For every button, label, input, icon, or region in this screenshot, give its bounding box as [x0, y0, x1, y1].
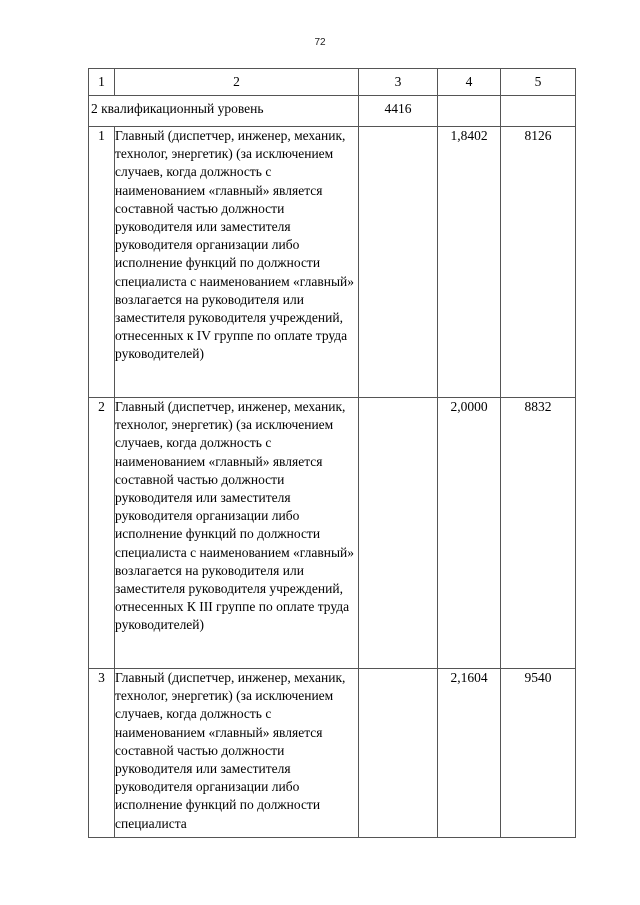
table-header-row [89, 69, 576, 96]
qualification-level-code: 4416 [359, 96, 438, 127]
header-cell-4: 4 [438, 69, 501, 96]
header-cell-2: 2 [115, 69, 359, 96]
table-row [89, 669, 576, 838]
row-col3 [359, 398, 438, 669]
position-description: Главный (диспетчер, инженер, механик, технолог, энергетик) (за исключением случаев, когда должность с наименованием «главный» является составной частью должности руководителя или заместителя руководителя организации либо исполнение функций по должности специалиста с наименованием «главный» возлагается на руководителя или заместителя руководителя учреждений, отнесенных К III группе по оплате труда руководителей) [115, 398, 359, 669]
coefficient-value: 1,8402 [438, 127, 501, 398]
qualification-level-empty-4 [438, 96, 501, 127]
row-number: 2 [89, 398, 115, 669]
qualification-level-label: 2 квалификационный уровень [91, 101, 264, 116]
position-description: Главный (диспетчер, инженер, механик, технолог, энергетик) (за исключением случаев, когда должность с наименованием «главный» является составной частью должности руководителя или заместителя руководителя организации либо исполнение функций по должности специалиста с наименованием «главный» возлагается на руководителя или заместителя руководителя учреждений, отнесенных к IV группе по оплате труда руководителей) [115, 127, 359, 398]
salary-value: 8126 [501, 127, 576, 398]
header-cell-1: 1 [89, 69, 115, 96]
page-number: 72 [314, 37, 326, 48]
header-cell-5: 5 [501, 69, 576, 96]
coefficient-value: 2,0000 [438, 398, 501, 669]
position-description: Главный (диспетчер, инженер, механик, технолог, энергетик) (за исключением случаев, когда должность с наименованием «главный» является составной частью должности руководителя или заместителя руководителя организации либо исполнение функций по должности специалиста [115, 669, 359, 838]
row-col3 [359, 127, 438, 398]
row-number: 3 [89, 669, 115, 838]
salary-value: 8832 [501, 398, 576, 669]
coefficient-value: 2,1604 [438, 669, 501, 838]
row-col3 [359, 669, 438, 838]
qualification-level-cell [89, 96, 359, 127]
header-cell-3: 3 [359, 69, 438, 96]
table-row [89, 127, 576, 398]
salary-table [88, 68, 576, 838]
salary-value: 9540 [501, 669, 576, 838]
qualification-level-row [89, 96, 576, 127]
table-row [89, 398, 576, 669]
qualification-level-empty-5 [501, 96, 576, 127]
row-number: 1 [89, 127, 115, 398]
